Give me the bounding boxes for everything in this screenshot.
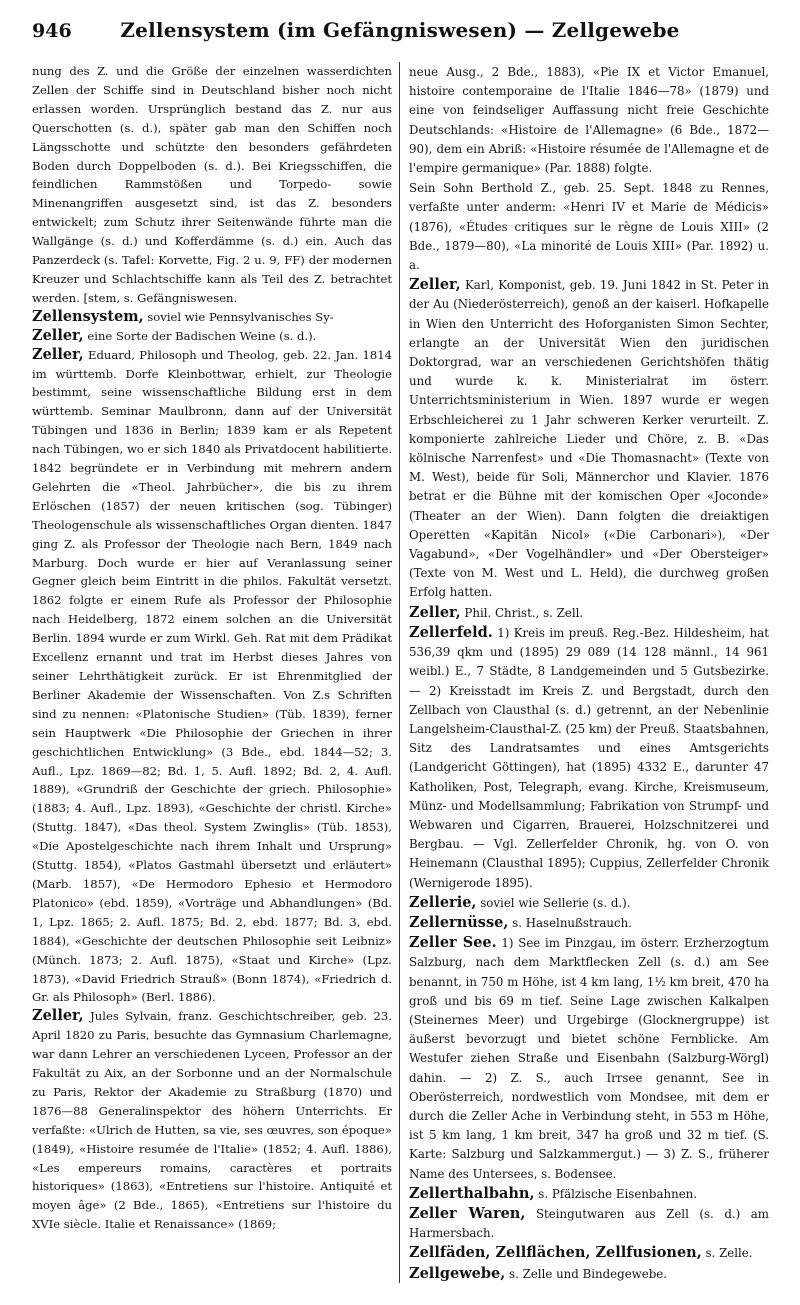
headword: Zeller Waren, — [409, 1204, 526, 1222]
entry-text: nung des Z. und die Größe der einzelnen wasserdichten Zellen der Schiffe sind in Deutschland bisher noch nicht erlassen worden. Ursprünglich bestand das Z. nur aus Querschotten (s. d.), später gab man den Schiffen noch Längsschotte und schützte den besonders gefährdeten Boden durch Doppelboden (s. d.). Bei Kriegsschiffen, die feindlichen Rammstößen und Torpedo- sowie Minenangriffen ausgesetzt sind, ist das Z. besonders entwickelt; zum Schutz ihrer Seitenwände führte man die Wallgänge (s. d.) und Kofferdämme (s. d.) ein. Auch das Panzerdeck (s. Tafel: Korvette, Fig. 2 u. 9, FF) der modernen Kreuzer und Schlachtschiffe kann als Teil des Z. betrachtet werden. [stem, s. Gefängniswesen. — [32, 64, 392, 305]
headword: Zeller, — [409, 276, 461, 294]
entry-text: Phil. Christ., s. Zell. — [460, 605, 584, 620]
entry-text: soviel wie Sellerie (s. d.). — [476, 895, 631, 910]
headword: Zellensystem, — [32, 307, 144, 325]
right-entry-2 — [409, 275, 769, 602]
headword: Zellfäden, Zellflächen, Zellfusionen, — [409, 1244, 702, 1262]
left-entry-3 — [32, 346, 392, 1008]
right-entry-1 — [409, 178, 769, 275]
entry-text: s. Zelle und Bindegewebe. — [505, 1266, 668, 1281]
left-entry-4 — [32, 1007, 392, 1234]
entry-text: s. Haselnußstrauch. — [508, 915, 632, 930]
page-header — [32, 18, 768, 48]
right-entry-7 — [409, 933, 769, 1184]
right-entry-6 — [409, 913, 769, 933]
left-entry-2 — [32, 327, 392, 346]
column-divider — [399, 62, 400, 1283]
right-entry-9 — [409, 1204, 769, 1243]
entry-text: Karl, Komponist, geb. 19. Juni 1842 in St. Peter in der Au (Niederösterreich), genoß an der kaiserl. Hofkapelle in Wien den Unterricht des Hoforganisten Simon Sechter, erlangte an der Universität Wien den juridischen Doktorgrad, war an verschiedenen Gerichtshöfen thätig und wurde k. k. Ministerialrat im österr. Unterrichtsministerium in Wien. 1897 wurde er wegen Erbschleicherei zu 1 Jahr schweren Kerker verurteilt. Z. komponierte zahlreiche Lieder und Chöre, z. B. «Das kölnische Narrenfest» und «Die Thomasnacht» (Texte von M. West), beide für Soli, Männerchor und Klavier. 1876 betrat er die Bühne mit der komischen Oper «Joconde» (Theater an der Wien). Dann folgten die dreiaktigen Operetten «Kapitän Nicol» («Die Carbonari»), «Der Vagabund», «Der Vogelhändler» und «Der Obersteiger» (Texte von M. West und L. Held), die durchweg großen Erfolg hatten. — [409, 278, 769, 600]
left-column — [32, 62, 392, 1234]
headword: Zeller, — [409, 603, 461, 621]
left-entry-0 — [32, 62, 392, 308]
right-entry-5 — [409, 893, 769, 913]
page-number: 946 — [32, 20, 72, 42]
entry-text: neue Ausg., 2 Bde., 1883), «Pie IX et Victor Emanuel, histoire contemporaine de l'Italie 1846—78» (1879) und eine von feindseliger Auffassung nicht freie Geschichte Deutschlands: «Histoire de l'Allemagne» (6 Bde., 1872—90), dem ein Abriß: «Histoire résumée de l'Allemagne et de l'empire germanique» (Par. 1888) folgte. — [409, 65, 769, 176]
right-entry-8 — [409, 1184, 769, 1204]
right-entry-3 — [409, 603, 769, 623]
entry-text: s. Pfälzische Eisenbahnen. — [534, 1186, 698, 1201]
right-entry-10 — [409, 1243, 769, 1263]
entry-text: s. Zelle. — [701, 1246, 753, 1261]
entry-text: Eduard, Philosoph und Theolog, geb. 22. Jan. 1814 im württemb. Dorfe Kleinbottwar, erhielt, zur Theologie bestimmt, seine wissenschaftliche Bildung erst in dem württemb. Seminar Maulbronn, dann auf der Universität Tübingen und 1836 in Berlin; 1839 kam er als Repetent nach Tübingen, wo er sich 1840 als Privatdocent habilitierte. 1842 begründete er in Verbindung mit mehrern andern Gelehrten die «Theol. Jahrbücher», die bis zu ihrem Erlöschen (1857) der neuen kritischen (sog. Tübinger) Theologenschule als wissenschaftliches Organ dienten. 1847 ging Z. als Professor der Theologie nach Bern, 1849 nach Marburg. Doch wurde er hier auf Veranlassung seiner Gegner gleich beim Eintritt in die philos. Fakultät versetzt. 1862 folgte er einem Rufe als Professor der Philosophie nach Heidelberg, 1872 einem solchen an die Universität Berlin. 1894 wurde er zum Wirkl. Geh. Rat mit dem Prädikat Excellenz ernannt und trat im Herbst dieses Jahres von seiner Lehrthätigkeit zurück. Er ist Ehrenmitglied der Berliner Akademie der Wissenschaften. Von Z.s Schriften sind zu nennen: «Platonische Studien» (Tüb. 1839), ferner sein Hauptwerk «Die Philosophie der Griechen in ihrer geschichtlichen Entwicklung» (3 Bde., ebd. 1844—52; 3. Aufl., Lpz. 1869—82; Bd. 1, 5. Aufl. 1892; Bd. 2, 4. Aufl. 1889), «Grundriß der Geschichte der griech. Philosophie» (1883; 4. Aufl., Lpz. 1893), «Geschichte der christl. Kirche» (Stuttg. 1847), «Das theol. System Zwinglis» (Tüb. 1853), «Die Apostelgeschichte nach ihrem Inhalt und Ursprung» (Stuttg. 1854), «Platos Gastmahl übersetzt und erläutert» (Marb. 1857), «De Hermodoro Ephesio et Hermodoro Platonico» (ebd. 1859), «Vorträge und Abhandlungen» (Bd. 1, Lpz. 1865; 2. Aufl. 1875; Bd. 2, ebd. 1877; Bd. 3, ebd. 1884), «Geschichte der deutschen Philosophie seit Leibniz» (Münch. 1873; 2. Aufl. 1875), «Staat und Kirche» (Lpz. 1873), «David Friedrich Strauß» (Bonn 1874), «Friedrich d. Gr. als Philosoph» (Berl. 1886). — [32, 347, 393, 1005]
headword: Zellerfeld. — [409, 623, 493, 641]
headword: Zeller, — [32, 326, 84, 344]
headword: Zeller See. — [409, 934, 497, 952]
headword: Zeller, — [32, 1007, 84, 1025]
right-entry-4 — [409, 623, 769, 893]
running-head: Zellensystem (im Gefängniswesen) — Zellgewebe — [120, 18, 680, 42]
left-entry-1 — [32, 308, 392, 327]
entry-text: Sein Sohn Berthold Z., geb. 25. Sept. 1848 zu Rennes, verfaßte unter anderm: «Henri IV et Marie de Médicis» (1876), «Études critiques sur le règne de Louis XIII» (2 Bde., 1879—80), «La minorité de Louis XIII» (Par. 1892) u. a. — [409, 181, 769, 273]
headword: Zellerie, — [409, 893, 477, 911]
entry-text: Steingutwaren aus Zell (s. d.) am Harmersbach. — [409, 1206, 769, 1241]
right-entry-0 — [409, 62, 769, 178]
entry-text: eine Sorte der Badischen Weine (s. d.). — [83, 328, 317, 343]
entry-text: 1) Kreis im preuß. Reg.-Bez. Hildesheim, hat 536,39 qkm und (1895) 29 089 (14 128 männl., 14 961 weibl.) E., 7 Städte, 8 Landgemeinden und 5 Gutsbezirke. — 2) Kreisstadt im Kreis Z. und Bergstadt, durch den Zellbach von Clausthal (s. d.) getrennt, an der Nebenlinie Langelsheim-Clausthal-Z. (25 km) der Preuß. Staatsbahnen, Sitz des Landratsamtes und eines Amtsgerichts (Landgericht Göttingen), hat (1895) 4332 E., darunter 47 Katholiken, Post, Telegraph, evang. Kirche, Kreismuseum, Münz- und Modellsammlung; Fabrikation von Strumpf- und Webwaren und Cigarren, Brauerei, Holzschnitzerei und Bergbau. — Vgl. Zellerfelder Chronik, hg. von O. von Heinemann (Clausthal 1895); Cuppius, Zellerfelder Chronik (Wernigerode 1895). — [409, 625, 769, 890]
headword: Zeller, — [32, 345, 84, 363]
headword: Zellgewebe, — [409, 1264, 506, 1282]
entry-text: 1) See im Pinzgau, im österr. Erzherzogtum Salzburg, nach dem Marktflecken Zell (s. d.) am See benannt, in 750 m Höhe, ist 4 km lang, 1½ km breit, 470 ha groß und bis 69 m tief. Seine Lage zwischen Kalkalpen (Steinernes Meer) und Urgebirge (Glocknergruppe) ist äußerst bevorzugt und bietet schöne Fernblicke. Am Westufer ziehen Straße und Eisenbahn (Salzburg-Wörgl) dahin. — 2) Z. S., auch Irrsee genannt, See in Oberösterreich, nordwestlich vom Mondsee, mit dem er durch die Zeller Ache in Verbindung steht, in 553 m Höhe, ist 5 km lang, 1 km breit, 347 ha groß und 32 m tief. (S. Karte: Salzburg und Salzkammergut.) — 3) Z. S., früherer Name des Untersees, s. Bodensee. — [409, 936, 769, 1181]
right-column — [409, 62, 769, 1284]
entry-text: soviel wie Pennsylvanisches Sy- — [143, 309, 334, 324]
entry-text: Jules Sylvain, franz. Geschichtschreiber, geb. 23. April 1820 zu Paris, besuchte das Gymnasium Charlemagne, war dann Lehrer an verschiedenen Lyceen, Professor an der Fakultät zu Aix, an der Sorbonne und an der Normalschule zu Paris, Rektor der Akademie zu Straßburg (1870) und 1876—88 Generalinspektor des höhern Unterrichts. Er verfaßte: «Ulrich de Hutten, sa vie, ses œuvres, son époque» (1849), «Histoire resumée de l'Italie» (1852; 4. Aufl. 1886), «Les empereurs romains, caractères et portraits historiques» (1863), «Entretiens sur l'histoire. Antiquité et moyen âge» (2 Bde., 1865), «Entretiens sur l'histoire du XVIe siècle. Italie et Renaissance» (1869; — [32, 1009, 392, 1232]
headword: Zellernüsse, — [409, 913, 509, 931]
right-entry-11 — [409, 1264, 769, 1284]
headword: Zellerthalbahn, — [409, 1184, 535, 1202]
